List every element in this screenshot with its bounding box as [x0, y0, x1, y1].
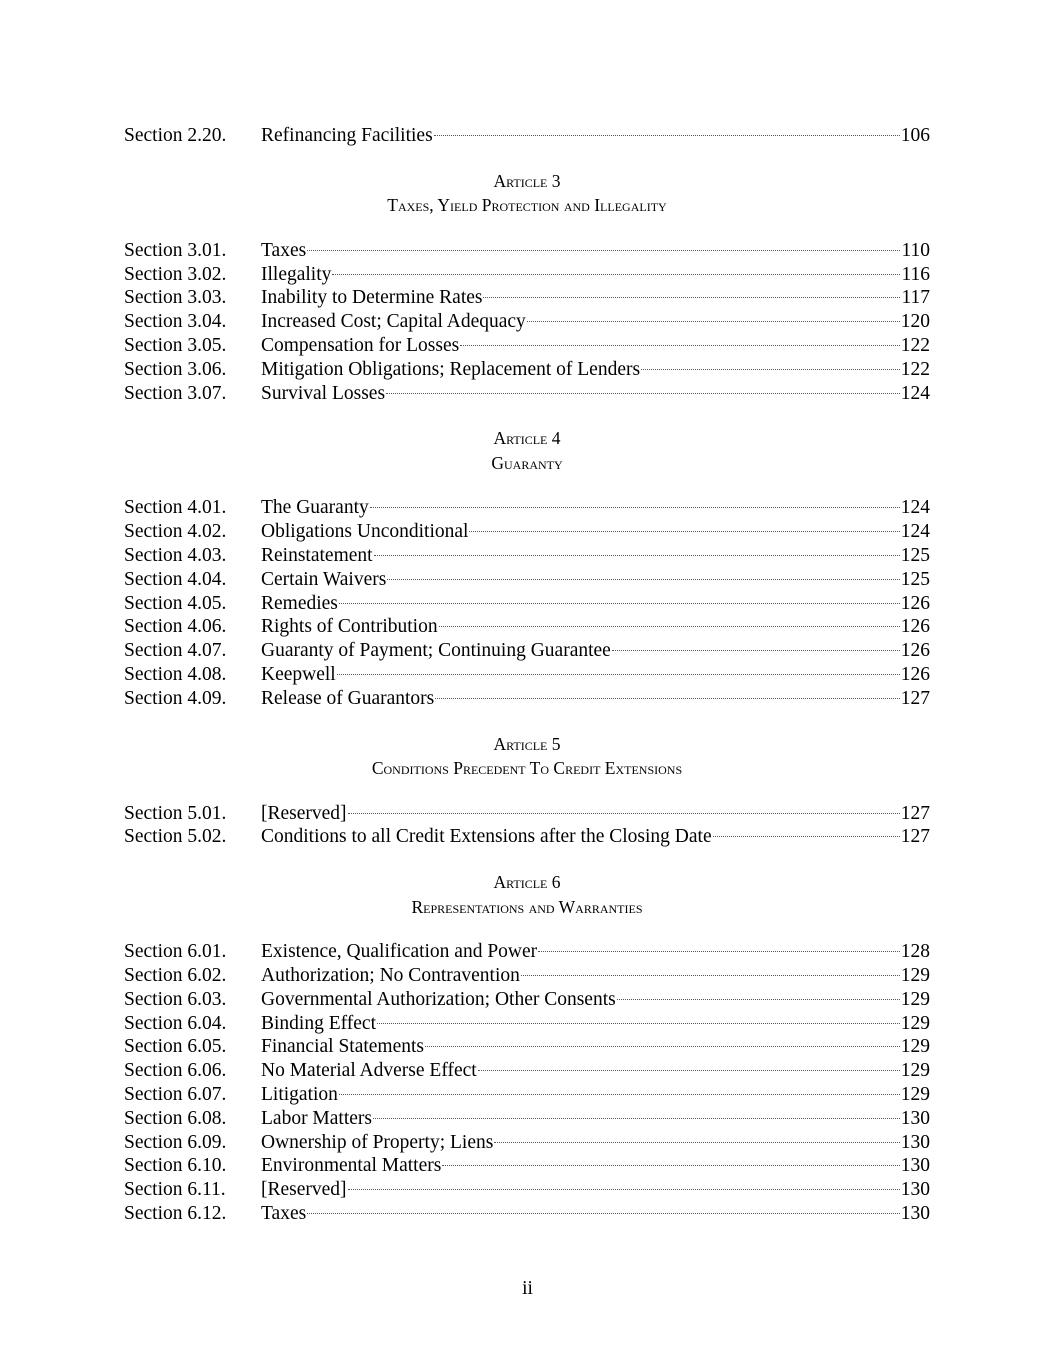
article-heading-block — [124, 426, 930, 475]
section-title: Illegality — [261, 263, 332, 285]
section-number: Section 4.03. — [124, 544, 227, 566]
section-number: Section 6.08. — [124, 1107, 227, 1129]
section-number: Section 4.06. — [124, 616, 227, 638]
dot-leader — [339, 603, 900, 604]
section-title: Certain Waivers — [261, 568, 387, 590]
toc-entry[interactable] — [124, 1107, 930, 1131]
section-title: Existence, Qualification and Power — [261, 941, 538, 963]
section-title: Inability to Determine Rates — [261, 287, 483, 309]
page-reference: 124 — [900, 521, 930, 543]
section-number: Section 4.05. — [124, 592, 227, 614]
section-number: Section 6.06. — [124, 1060, 227, 1082]
page-reference: 130 — [900, 1202, 930, 1224]
section-title: Conditions to all Credit Extensions after the Closing Date — [261, 826, 712, 848]
page-reference: 122 — [900, 334, 930, 356]
dot-leader — [387, 579, 899, 580]
section-number: Section 6.10. — [124, 1155, 227, 1177]
dot-leader — [538, 951, 900, 952]
section-title: Rights of Contribution — [261, 616, 438, 638]
section-number: Section 3.07. — [124, 382, 227, 404]
dot-leader — [460, 345, 900, 346]
toc-entry[interactable] — [124, 940, 930, 964]
section-number: Section 3.01. — [124, 239, 227, 261]
section-number: Section 6.05. — [124, 1036, 227, 1058]
page-reference: 116 — [901, 263, 930, 285]
article-heading: Article 3 — [493, 170, 561, 191]
section-title: No Material Adverse Effect — [261, 1060, 477, 1082]
section-number: Section 4.02. — [124, 521, 227, 543]
page-reference: 120 — [900, 311, 930, 333]
toc-entry[interactable] — [124, 124, 930, 148]
dot-leader — [373, 1118, 900, 1119]
section-number: Section 4.04. — [124, 568, 227, 590]
dot-leader — [434, 135, 900, 136]
section-number: Section 6.03. — [124, 988, 227, 1010]
section-number: Section 3.03. — [124, 287, 227, 309]
toc-entry[interactable] — [124, 1154, 930, 1178]
dot-leader — [521, 975, 900, 976]
dot-leader — [348, 1189, 900, 1190]
dot-leader — [370, 507, 900, 508]
section-title: Refinancing Facilities — [261, 125, 433, 146]
toc-entry[interactable] — [124, 520, 930, 544]
page-reference: 127 — [900, 802, 930, 824]
toc-entry[interactable] — [124, 592, 930, 616]
toc-entry[interactable] — [124, 382, 930, 406]
section-number: Section 6.11. — [124, 1179, 226, 1201]
page-reference: 126 — [900, 616, 930, 638]
page-reference: 129 — [900, 964, 930, 986]
toc-entry[interactable] — [124, 1083, 930, 1107]
page-reference: 110 — [901, 239, 930, 261]
section-number: Section 2.20. — [124, 125, 227, 146]
section-number: Section 3.04. — [124, 311, 227, 333]
dot-leader — [617, 999, 900, 1000]
page-reference: 127 — [900, 826, 930, 848]
page-reference: 125 — [900, 568, 930, 590]
section-title: Taxes — [261, 239, 307, 261]
section-title: Authorization; No Contravention — [261, 964, 520, 986]
page-reference: 130 — [900, 1107, 930, 1129]
dot-leader — [439, 626, 900, 627]
section-number: Section 4.09. — [124, 687, 227, 709]
dot-leader — [494, 1142, 899, 1143]
section-title: Taxes — [261, 1202, 307, 1224]
toc-entry[interactable] — [124, 1059, 930, 1083]
toc-entry[interactable] — [124, 1131, 930, 1155]
section-title: Remedies — [261, 592, 338, 614]
article-title: Guaranty — [491, 452, 563, 473]
page-reference: 127 — [900, 687, 930, 709]
article-heading-block — [124, 870, 930, 919]
dot-leader — [348, 813, 900, 814]
dot-leader — [332, 274, 900, 275]
toc-entry[interactable] — [124, 310, 930, 334]
page-reference: 126 — [900, 640, 930, 662]
section-title: [Reserved] — [261, 802, 347, 824]
dot-leader — [435, 698, 899, 699]
dot-leader — [469, 531, 899, 532]
dot-leader — [612, 650, 900, 651]
toc-entry[interactable] — [124, 802, 930, 826]
toc-entry[interactable] — [124, 639, 930, 663]
toc-entry[interactable] — [124, 1035, 930, 1059]
section-number: Section 6.02. — [124, 964, 227, 986]
toc-entry[interactable] — [124, 825, 930, 849]
section-title: Binding Effect — [261, 1012, 376, 1034]
page-reference: 124 — [900, 497, 930, 519]
page-reference: 129 — [900, 1012, 930, 1034]
page-reference: 129 — [900, 1083, 930, 1105]
page-reference: 130 — [900, 1131, 930, 1153]
toc-entry[interactable] — [124, 263, 930, 287]
section-title: Ownership of Property; Liens — [261, 1131, 494, 1153]
table-of-contents — [124, 124, 930, 1226]
page-reference: 124 — [900, 382, 930, 404]
page-reference: 126 — [900, 663, 930, 685]
section-number: Section 6.09. — [124, 1131, 227, 1153]
toc-entry[interactable] — [124, 544, 930, 568]
page-reference: 130 — [900, 1179, 930, 1201]
dot-leader — [478, 1070, 900, 1071]
section-title: Increased Cost; Capital Adequacy — [261, 311, 526, 333]
dot-leader — [483, 297, 900, 298]
page-reference: 125 — [900, 544, 930, 566]
dot-leader — [425, 1046, 900, 1047]
article-heading: Article 6 — [493, 872, 561, 893]
page-reference: 126 — [900, 592, 930, 614]
dot-leader — [641, 369, 900, 370]
page-reference: 129 — [900, 988, 930, 1010]
section-title: Compensation for Losses — [261, 334, 460, 356]
dot-leader — [713, 836, 900, 837]
toc-entry[interactable] — [124, 964, 930, 988]
section-number: Section 5.01. — [124, 802, 227, 824]
toc-entry[interactable] — [124, 334, 930, 358]
toc-entry[interactable] — [124, 358, 930, 382]
page-reference: 122 — [900, 358, 930, 380]
toc-entry[interactable] — [124, 687, 930, 711]
section-title: Obligations Unconditional — [261, 521, 469, 543]
toc-entry[interactable] — [124, 568, 930, 592]
dot-leader — [374, 555, 900, 556]
page-reference: 128 — [900, 941, 930, 963]
section-title: Survival Losses — [261, 382, 386, 404]
section-title: Release of Guarantors — [261, 687, 435, 709]
article-heading: Article 5 — [493, 733, 561, 754]
article-heading-block — [124, 732, 930, 781]
dot-leader — [307, 250, 900, 251]
section-title: Governmental Authorization; Other Consents — [261, 988, 616, 1010]
section-title: Guaranty of Payment; Continuing Guarantee — [261, 640, 611, 662]
page-reference: 106 — [900, 125, 930, 146]
article-heading-block — [124, 169, 930, 218]
section-title: Labor Matters — [261, 1107, 373, 1129]
section-title: Keepwell — [261, 663, 336, 685]
section-number: Section 3.02. — [124, 263, 227, 285]
toc-entry[interactable] — [124, 286, 930, 310]
toc-entry[interactable] — [124, 1178, 930, 1202]
dot-leader — [527, 321, 900, 322]
section-number: Section 6.12. — [124, 1202, 227, 1224]
article-title: Taxes, Yield Protection and Illegality — [387, 195, 667, 216]
dot-leader — [442, 1165, 899, 1166]
toc-entry[interactable] — [124, 496, 930, 520]
page-reference: 129 — [900, 1036, 930, 1058]
section-title: Reinstatement — [261, 544, 373, 566]
dot-leader — [337, 674, 900, 675]
section-title: Litigation — [261, 1083, 338, 1105]
section-number: Section 3.05. — [124, 334, 227, 356]
section-number: Section 6.04. — [124, 1012, 227, 1034]
page-number: ii — [522, 1278, 533, 1299]
dot-leader — [377, 1023, 900, 1024]
section-title: Financial Statements — [261, 1036, 425, 1058]
toc-entry[interactable] — [124, 239, 930, 263]
toc-entry[interactable] — [124, 615, 930, 639]
toc-entry[interactable] — [124, 663, 930, 687]
section-number: Section 6.07. — [124, 1083, 227, 1105]
article-heading: Article 4 — [493, 428, 561, 449]
section-number: Section 6.01. — [124, 941, 227, 963]
section-title: Environmental Matters — [261, 1155, 442, 1177]
dot-leader — [386, 393, 900, 394]
page-reference: 129 — [900, 1060, 930, 1082]
article-title: Conditions Precedent To Credit Extensions — [371, 758, 683, 779]
section-number: Section 4.01. — [124, 497, 227, 519]
section-title: Mitigation Obligations; Replacement of Lenders — [261, 358, 641, 380]
article-title: Representations and Warranties — [411, 896, 643, 917]
page-reference: 117 — [901, 287, 930, 309]
section-number: Section 5.02. — [124, 826, 227, 848]
section-title: The Guaranty — [261, 497, 369, 519]
section-number: Section 4.07. — [124, 640, 227, 662]
toc-entry[interactable] — [124, 988, 930, 1012]
section-title: [Reserved] — [261, 1179, 347, 1201]
dot-leader — [339, 1094, 900, 1095]
toc-entry[interactable] — [124, 1012, 930, 1036]
toc-entry[interactable] — [124, 1202, 930, 1226]
page-reference: 130 — [900, 1155, 930, 1177]
section-number: Section 3.06. — [124, 358, 227, 380]
dot-leader — [307, 1213, 900, 1214]
section-number: Section 4.08. — [124, 663, 227, 685]
